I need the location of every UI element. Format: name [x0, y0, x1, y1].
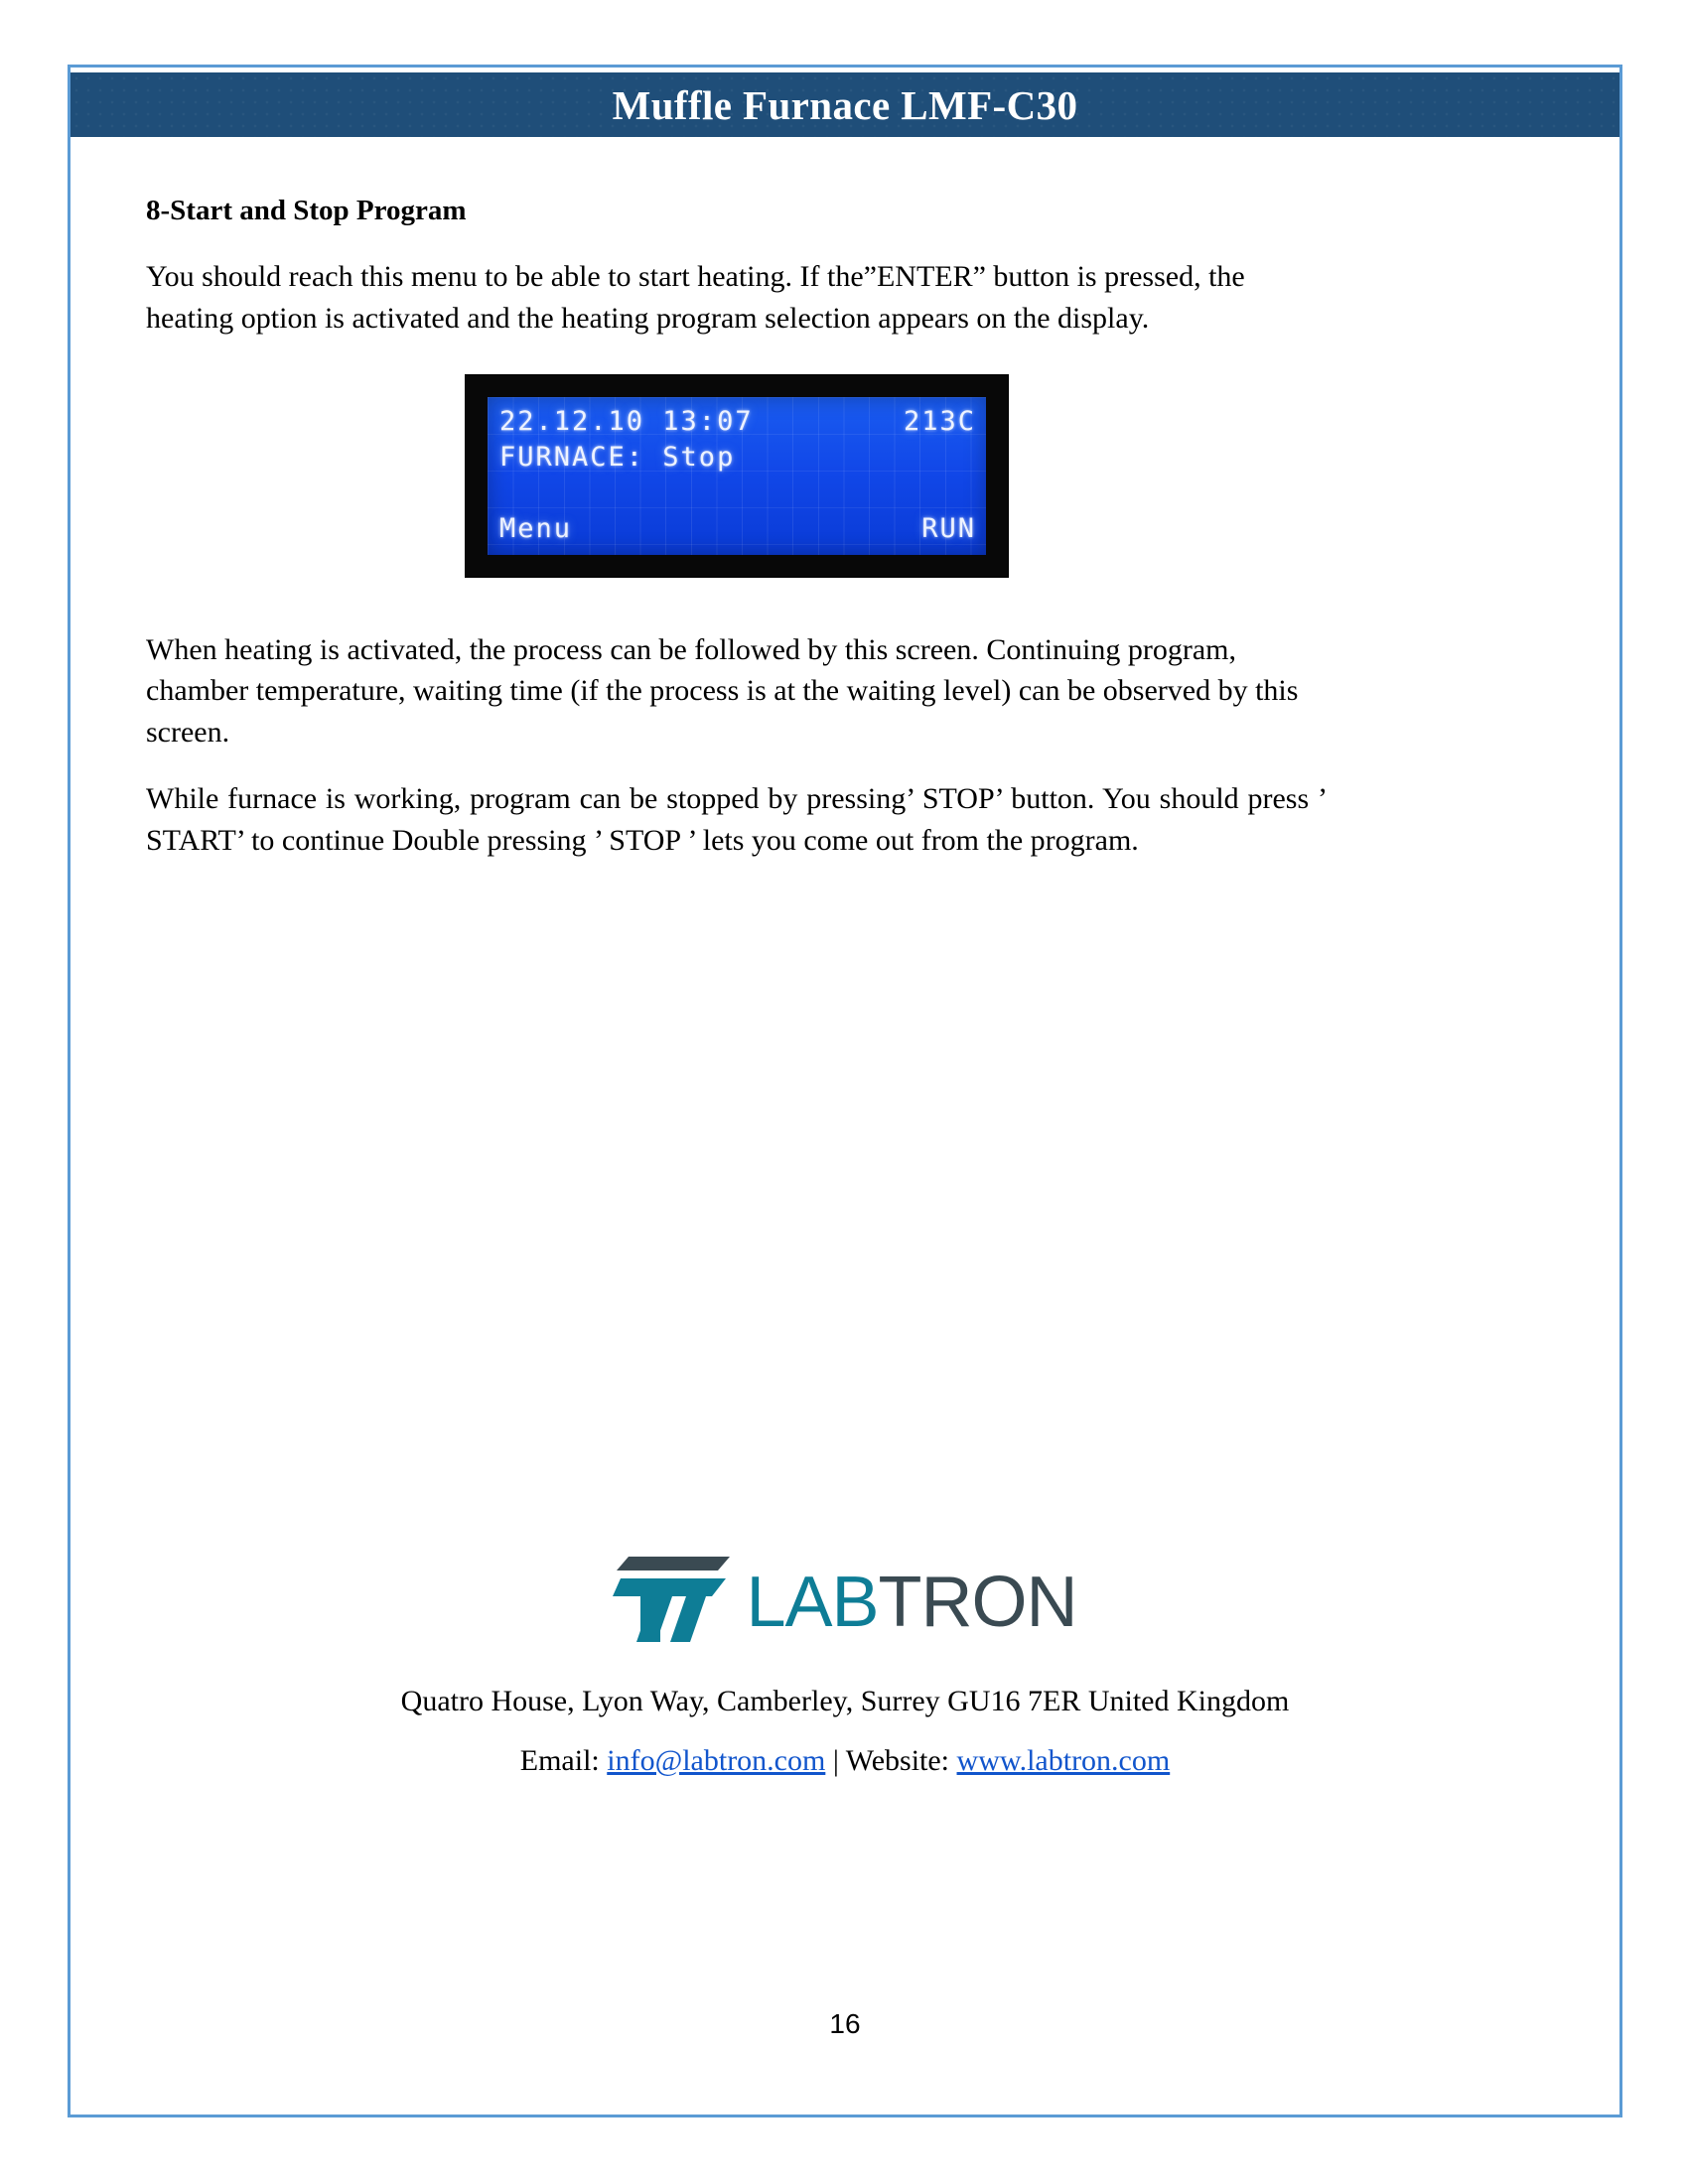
paragraph-intro: You should reach this menu to be able to start heating. If the”ENTER” button is pressed, the heating option is activated and the heating program selection appears on the display. — [146, 260, 1245, 335]
logo-word-lab: LAB — [746, 1562, 879, 1642]
page-title: Muffle Furnace LMF-C30 — [612, 81, 1078, 128]
page-number: 16 — [829, 2008, 861, 2039]
footer-address: Quatro House, Lyon Way, Camberley, Surrey GU16 7ER United Kingdom — [400, 1685, 1290, 1717]
footer-contact — [520, 1740, 1170, 1782]
lcd-line-2 — [499, 439, 976, 475]
email-link[interactable]: info@labtron.com — [607, 1744, 826, 1777]
page-header-banner — [70, 68, 1619, 137]
lcd-line-3 — [499, 475, 976, 510]
labtron-logo — [613, 1557, 1076, 1647]
lcd-screen — [488, 397, 986, 555]
section-heading: 8-Start and Stop Program — [146, 195, 467, 226]
footer-block — [70, 1557, 1619, 1782]
paragraph-stop-start: While furnace is working, program can be stopped by pressing’ STOP’ button. You should press ’ START’ to continue Double pressing ’ STOP ’ lets you come out from the program. — [146, 782, 1328, 857]
lcd-furnace-status: FURNACE: Stop — [499, 441, 736, 473]
website-label: Website: — [845, 1744, 957, 1777]
contact-separator: | — [825, 1744, 846, 1777]
logo-word-tron: TRON — [878, 1562, 1077, 1642]
lcd-datetime: 22.12.10 13:07 — [499, 405, 754, 437]
lcd-line-1 — [499, 403, 976, 439]
lcd-softkey-menu: Menu — [499, 512, 573, 544]
email-label: Email: — [519, 1744, 608, 1777]
lcd-temperature: 213C — [903, 405, 976, 437]
paragraph-heating-process: When heating is activated, the process can be followed by this screen. Continuing program, chamber temperature, waiting time (if the process is at the waiting level) can be observed by this screen. — [146, 633, 1299, 749]
website-link[interactable]: www.labtron.com — [956, 1744, 1171, 1777]
labtron-tt-mark-icon — [613, 1557, 730, 1647]
document-body — [146, 193, 1536, 887]
lcd-line-4 — [499, 510, 976, 546]
page-frame — [68, 65, 1622, 2117]
lcd-display-figure — [146, 374, 1328, 578]
labtron-wordmark — [746, 1562, 1077, 1642]
lcd-bezel — [465, 374, 1009, 578]
lcd-softkey-run: RUN — [921, 512, 976, 544]
